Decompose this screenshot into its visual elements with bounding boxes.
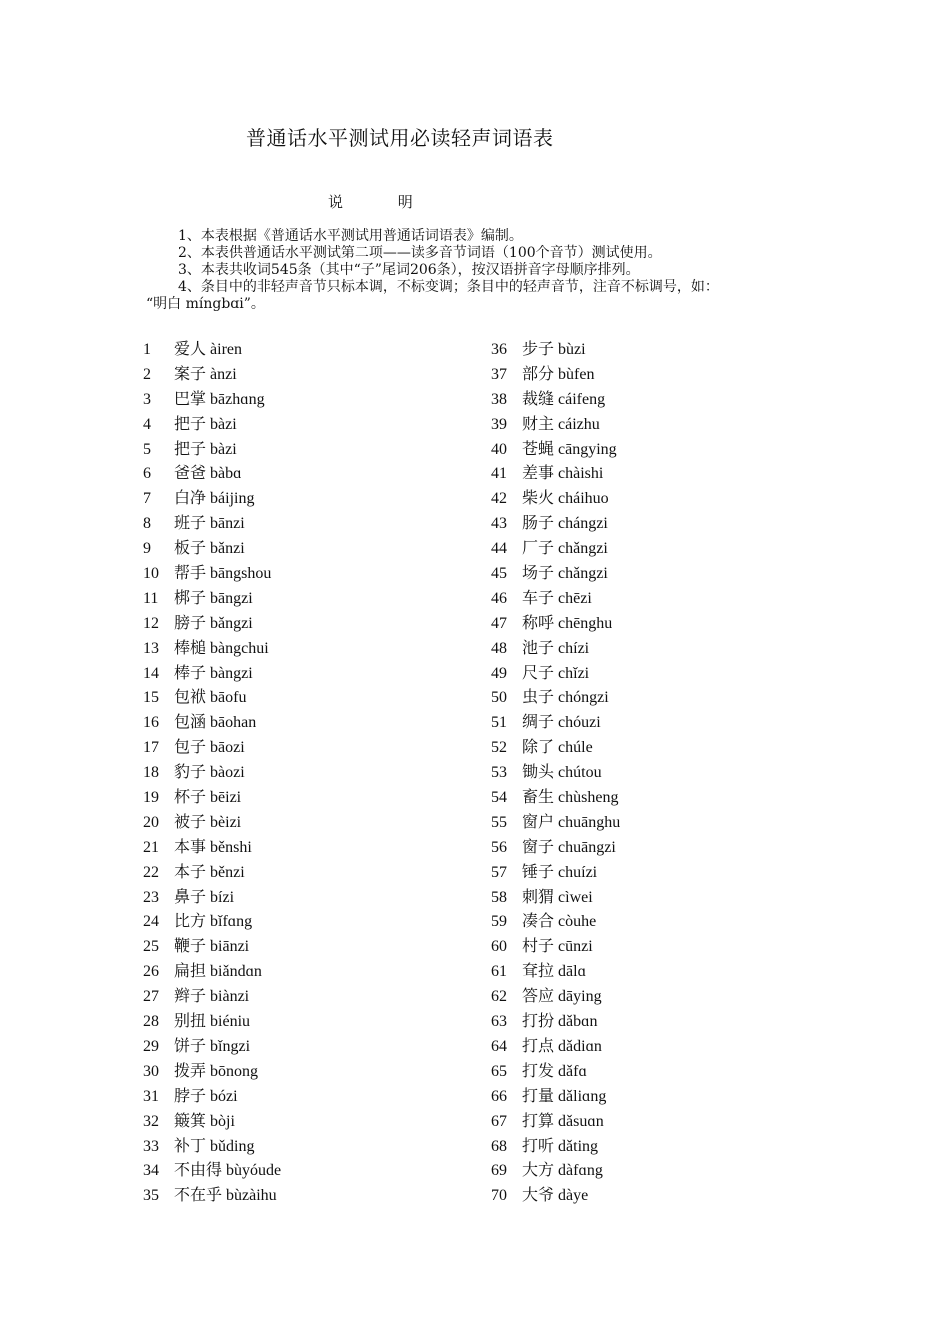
entry-pinyin: bāozi xyxy=(210,739,245,757)
entry-pinyin: chēzi xyxy=(558,589,592,607)
entry-number: 48 xyxy=(491,639,507,657)
entry-pinyin: báijing xyxy=(210,490,255,508)
entry-pinyin: cáizhu xyxy=(558,415,600,433)
entry-number: 70 xyxy=(491,1187,507,1205)
entry-word: 大爷 xyxy=(522,1187,555,1205)
list-item xyxy=(143,637,473,662)
entry-pinyin: dāying xyxy=(558,988,602,1006)
list-item xyxy=(491,512,821,537)
list-item xyxy=(491,711,821,736)
entry-word: 包袱 xyxy=(174,689,207,707)
list-item xyxy=(491,985,821,1010)
entry-word: 爱人 xyxy=(174,341,207,358)
entry-number: 32 xyxy=(143,1112,159,1130)
entry-pinyin: dàye xyxy=(558,1187,589,1205)
entry-list-left xyxy=(143,338,473,1209)
entry-number: 19 xyxy=(143,789,159,807)
entry-word: 扁担 xyxy=(174,963,207,981)
entry-number: 31 xyxy=(143,1087,159,1105)
list-item xyxy=(143,786,473,811)
entry-number: 66 xyxy=(491,1087,507,1105)
entry-pinyin: běnzi xyxy=(210,863,245,881)
entry-word: 补丁 xyxy=(174,1137,207,1155)
entry-pinyin: chízi xyxy=(558,639,590,657)
list-item xyxy=(491,662,821,687)
entry-pinyin: biǎndɑn xyxy=(210,963,262,981)
list-item xyxy=(143,736,473,761)
entry-word: 大方 xyxy=(522,1162,555,1180)
entry-number: 54 xyxy=(491,789,507,807)
entry-word: 绸子 xyxy=(522,714,555,732)
list-item xyxy=(143,562,473,587)
entry-word: 鞭子 xyxy=(174,938,207,956)
list-item xyxy=(491,861,821,886)
list-item xyxy=(143,363,473,388)
list-item xyxy=(143,886,473,911)
entry-number: 26 xyxy=(143,963,159,981)
entry-number: 17 xyxy=(143,739,159,757)
entry-number: 5 xyxy=(143,440,151,458)
entry-number: 21 xyxy=(143,838,159,856)
entry-pinyin: chǐzi xyxy=(558,664,590,682)
entry-pinyin: bǎnzi xyxy=(210,540,245,558)
entry-number: 9 xyxy=(143,540,151,558)
entry-word: 耷拉 xyxy=(522,963,555,981)
section-heading: 说 明 xyxy=(328,193,413,211)
entry-pinyin: bēizi xyxy=(210,789,242,807)
entry-word: 打扮 xyxy=(522,1013,555,1031)
list-item xyxy=(143,836,473,861)
note-continuation: “明白 míngbɑi”。 xyxy=(146,296,265,312)
entry-word: 簸箕 xyxy=(174,1112,207,1130)
entry-number: 3 xyxy=(143,390,151,408)
entry-pinyin: cìwei xyxy=(558,888,593,906)
list-item xyxy=(491,736,821,761)
list-item xyxy=(143,512,473,537)
entry-word: 差事 xyxy=(522,465,555,483)
entry-number: 30 xyxy=(143,1062,159,1080)
entry-number: 63 xyxy=(491,1013,507,1031)
entry-number: 22 xyxy=(143,863,159,881)
entry-pinyin: bàngchui xyxy=(210,639,269,657)
entry-word: 辫子 xyxy=(174,988,207,1006)
list-item xyxy=(143,462,473,487)
list-item xyxy=(143,1184,473,1209)
entry-number: 65 xyxy=(491,1062,507,1080)
list-item xyxy=(143,1085,473,1110)
list-item xyxy=(143,587,473,612)
list-item xyxy=(491,487,821,512)
entry-pinyin: bāngzi xyxy=(210,589,253,607)
entry-word: 本事 xyxy=(174,838,207,856)
entry-word: 别扭 xyxy=(174,1013,207,1031)
entry-number: 7 xyxy=(143,490,151,508)
entry-number: 68 xyxy=(491,1137,507,1155)
entry-word: 村子 xyxy=(522,938,555,956)
entry-word: 棒槌 xyxy=(174,639,207,657)
list-item xyxy=(143,861,473,886)
note-line: 2、本表供普通话水平测试第二项——读多音节词语（100个音节）测试使用。 xyxy=(178,245,662,261)
entry-pinyin: cāngying xyxy=(558,440,617,458)
entry-pinyin: chàishi xyxy=(558,465,604,483)
entry-pinyin: àiren xyxy=(210,341,242,358)
entry-number: 11 xyxy=(143,589,159,607)
entry-word: 杯子 xyxy=(174,789,207,807)
list-item xyxy=(491,438,821,463)
entry-pinyin: cūnzi xyxy=(558,938,593,956)
list-item xyxy=(143,612,473,637)
entry-number: 28 xyxy=(143,1013,159,1031)
list-item xyxy=(143,761,473,786)
list-item xyxy=(143,1010,473,1035)
list-item xyxy=(143,1035,473,1060)
list-item xyxy=(143,910,473,935)
entry-number: 38 xyxy=(491,390,507,408)
list-item xyxy=(491,761,821,786)
entry-word: 棒子 xyxy=(174,664,207,682)
entry-word: 把子 xyxy=(174,415,207,433)
entry-number: 8 xyxy=(143,515,151,533)
entry-word: 称呼 xyxy=(522,614,555,632)
entry-pinyin: chēnghu xyxy=(558,614,613,632)
entry-word: 畜生 xyxy=(522,789,555,807)
entry-number: 25 xyxy=(143,938,159,956)
entry-pinyin: bāofu xyxy=(210,689,247,707)
entry-number: 13 xyxy=(143,639,159,657)
list-item xyxy=(491,1135,821,1160)
entry-pinyin: cáifeng xyxy=(558,390,606,408)
entry-pinyin: bàozi xyxy=(210,764,245,782)
entry-word: 班子 xyxy=(174,515,207,533)
entry-number: 49 xyxy=(491,664,507,682)
entry-word: 比方 xyxy=(174,913,207,931)
list-item xyxy=(491,786,821,811)
note-line: 1、本表根据《普通话水平测试用普通话词语表》编制。 xyxy=(178,228,523,244)
entry-pinyin: dǎdiɑn xyxy=(558,1037,602,1055)
entry-pinyin: chángzi xyxy=(558,515,608,533)
entry-word: 打点 xyxy=(522,1037,555,1055)
entry-number: 24 xyxy=(143,913,159,931)
list-item xyxy=(143,1135,473,1160)
list-item xyxy=(491,1184,821,1209)
list-item xyxy=(491,462,821,487)
entry-word: 窗户 xyxy=(522,813,555,831)
list-item xyxy=(491,960,821,985)
entry-word: 车子 xyxy=(522,589,555,607)
entry-pinyin: bàzi xyxy=(210,415,237,433)
entry-word: 虫子 xyxy=(522,689,555,707)
note-line: 4、条目中的非轻声音节只标本调，不标变调；条目中的轻声音节，注音不标调号，如： xyxy=(178,279,719,295)
entry-pinyin: bózi xyxy=(210,1087,238,1105)
entry-number: 53 xyxy=(491,764,507,782)
entry-list-right xyxy=(491,338,821,1209)
entry-number: 67 xyxy=(491,1112,507,1130)
entry-word: 部分 xyxy=(522,365,555,383)
entry-number: 35 xyxy=(143,1187,159,1205)
entry-word: 打量 xyxy=(522,1087,555,1105)
list-item xyxy=(491,1060,821,1085)
list-item xyxy=(491,612,821,637)
entry-number: 20 xyxy=(143,813,159,831)
list-item xyxy=(491,886,821,911)
entry-number: 45 xyxy=(491,565,507,583)
entry-number: 16 xyxy=(143,714,159,732)
entry-pinyin: chǎngzi xyxy=(558,565,608,583)
entry-word: 答应 xyxy=(522,988,555,1006)
entry-pinyin: bùyóude xyxy=(226,1162,282,1180)
entry-word: 包涵 xyxy=(174,714,207,732)
entry-pinyin: chuānghu xyxy=(558,813,621,831)
entry-pinyin: dǎbɑn xyxy=(558,1013,598,1031)
entry-pinyin: chóuzi xyxy=(558,714,601,732)
entry-word: 爸爸 xyxy=(174,465,207,483)
entry-number: 55 xyxy=(491,813,507,831)
entry-number: 27 xyxy=(143,988,159,1006)
entry-number: 33 xyxy=(143,1137,159,1155)
entry-number: 61 xyxy=(491,963,507,981)
entry-number: 37 xyxy=(491,365,507,383)
entry-pinyin: bāngshou xyxy=(210,565,272,583)
list-item xyxy=(143,662,473,687)
entry-pinyin: bàngzi xyxy=(210,664,253,682)
list-item xyxy=(143,811,473,836)
entry-word: 本子 xyxy=(174,863,207,881)
list-item xyxy=(491,637,821,662)
entry-word: 柴火 xyxy=(522,490,555,508)
list-item xyxy=(491,1159,821,1184)
entry-word: 板子 xyxy=(174,540,207,558)
entry-word: 锄头 xyxy=(522,764,555,782)
entry-pinyin: biānzi xyxy=(210,938,250,956)
entry-number: 52 xyxy=(491,739,507,757)
list-item xyxy=(143,686,473,711)
list-item xyxy=(491,836,821,861)
entry-pinyin: ànzi xyxy=(210,365,237,383)
entry-number: 36 xyxy=(491,341,507,358)
entry-pinyin: chútou xyxy=(558,764,602,782)
entry-pinyin: bǎngzi xyxy=(210,614,253,632)
entry-word: 凑合 xyxy=(522,913,555,931)
entry-word: 把子 xyxy=(174,440,207,458)
list-item xyxy=(143,487,473,512)
entry-word: 饼子 xyxy=(174,1037,207,1055)
entry-pinyin: bǔding xyxy=(210,1137,255,1155)
entry-number: 34 xyxy=(143,1162,159,1180)
list-item xyxy=(143,1060,473,1085)
list-item xyxy=(143,985,473,1010)
entry-number: 18 xyxy=(143,764,159,782)
entry-pinyin: bāohan xyxy=(210,714,257,732)
entry-pinyin: bàzi xyxy=(210,440,237,458)
entry-pinyin: bèizi xyxy=(210,813,242,831)
entry-number: 56 xyxy=(491,838,507,856)
entry-word: 梆子 xyxy=(174,589,207,607)
entry-number: 42 xyxy=(491,490,507,508)
list-item xyxy=(491,1110,821,1135)
entry-number: 46 xyxy=(491,589,507,607)
list-item xyxy=(491,363,821,388)
entry-pinyin: bǐfɑng xyxy=(210,913,253,931)
entry-pinyin: bānzi xyxy=(210,515,245,533)
entry-word: 帮手 xyxy=(174,565,207,583)
list-item xyxy=(491,587,821,612)
entry-pinyin: dǎsuɑn xyxy=(558,1112,604,1130)
list-item xyxy=(491,686,821,711)
entry-pinyin: běnshi xyxy=(210,838,252,856)
list-item xyxy=(143,935,473,960)
entry-number: 2 xyxy=(143,365,151,383)
entry-number: 29 xyxy=(143,1037,159,1055)
entry-word: 步子 xyxy=(522,341,555,358)
list-item xyxy=(143,1110,473,1135)
list-item xyxy=(491,811,821,836)
entry-pinyin: bùfen xyxy=(558,365,595,383)
entry-word: 裁缝 xyxy=(522,390,555,408)
entry-pinyin: dǎting xyxy=(558,1137,599,1155)
list-item xyxy=(143,338,473,363)
entry-word: 锤子 xyxy=(522,863,555,881)
entry-pinyin: dǎliɑng xyxy=(558,1087,607,1105)
entry-number: 64 xyxy=(491,1037,507,1055)
entry-pinyin: bùzàihu xyxy=(226,1187,277,1205)
entry-word: 刺猬 xyxy=(522,888,555,906)
entry-pinyin: bōnong xyxy=(210,1062,259,1080)
entry-word: 不在乎 xyxy=(174,1187,223,1205)
entry-word: 膀子 xyxy=(174,614,207,632)
entry-pinyin: chùsheng xyxy=(558,789,619,807)
entry-pinyin: chóngzi xyxy=(558,689,609,707)
list-item xyxy=(491,910,821,935)
list-item xyxy=(143,1159,473,1184)
entry-number: 23 xyxy=(143,888,159,906)
entry-pinyin: chúle xyxy=(558,739,593,757)
page-title: 普通话水平测试用必读轻声词语表 xyxy=(246,126,554,150)
entry-word: 除了 xyxy=(522,739,555,757)
list-item xyxy=(491,388,821,413)
entry-word: 案子 xyxy=(174,365,207,383)
entry-word: 白净 xyxy=(174,490,207,508)
entry-pinyin: chuízi xyxy=(558,863,598,881)
entry-pinyin: bòji xyxy=(210,1112,235,1130)
entry-word: 包子 xyxy=(174,739,207,757)
entry-number: 60 xyxy=(491,938,507,956)
entry-number: 10 xyxy=(143,565,159,583)
entry-word: 肠子 xyxy=(522,515,555,533)
entry-number: 44 xyxy=(491,540,507,558)
entry-number: 51 xyxy=(491,714,507,732)
entry-pinyin: biéniu xyxy=(210,1013,251,1031)
list-item xyxy=(143,438,473,463)
entry-number: 4 xyxy=(143,415,151,433)
entry-word: 被子 xyxy=(174,813,207,831)
entry-word: 财主 xyxy=(522,415,555,433)
list-item xyxy=(491,1010,821,1035)
entry-number: 1 xyxy=(143,341,151,358)
entry-number: 41 xyxy=(491,465,507,483)
entry-number: 57 xyxy=(491,863,507,881)
entry-word: 巴掌 xyxy=(174,390,207,408)
entry-word: 打发 xyxy=(522,1062,555,1080)
list-item xyxy=(143,537,473,562)
notes-block xyxy=(146,228,816,313)
entry-word: 鼻子 xyxy=(174,888,207,906)
entry-number: 15 xyxy=(143,689,159,707)
entry-word: 厂子 xyxy=(522,540,555,558)
list-item xyxy=(143,960,473,985)
entry-word: 尺子 xyxy=(522,664,555,682)
entry-pinyin: chǎngzi xyxy=(558,540,608,558)
list-item xyxy=(491,562,821,587)
entry-pinyin: cháihuo xyxy=(558,490,609,508)
note-line: 3、本表共收词545条（其中“子”尾词206条），按汉语拼音字母顺序排列。 xyxy=(178,262,640,278)
entry-pinyin: còuhe xyxy=(558,913,597,931)
list-item xyxy=(491,935,821,960)
entry-number: 69 xyxy=(491,1162,507,1180)
entry-number: 12 xyxy=(143,614,159,632)
entry-word: 池子 xyxy=(522,639,555,657)
entry-pinyin: bízi xyxy=(210,888,235,906)
entry-number: 43 xyxy=(491,515,507,533)
entry-number: 6 xyxy=(143,465,151,483)
entry-number: 62 xyxy=(491,988,507,1006)
entry-pinyin: dàfɑng xyxy=(558,1162,603,1180)
entry-word: 场子 xyxy=(522,565,555,583)
list-item xyxy=(491,338,821,363)
list-item xyxy=(491,413,821,438)
list-item xyxy=(491,1035,821,1060)
entry-number: 14 xyxy=(143,664,159,682)
entry-word: 不由得 xyxy=(174,1162,223,1180)
entry-pinyin: biànzi xyxy=(210,988,250,1006)
list-item xyxy=(491,537,821,562)
entry-pinyin: bàbɑ xyxy=(210,465,242,483)
list-item xyxy=(491,1085,821,1110)
entry-pinyin: chuāngzi xyxy=(558,838,616,856)
list-item xyxy=(143,413,473,438)
entry-pinyin: bǐngzi xyxy=(210,1037,251,1055)
entry-word: 打算 xyxy=(522,1112,555,1130)
entry-number: 50 xyxy=(491,689,507,707)
entry-number: 39 xyxy=(491,415,507,433)
entry-word: 豹子 xyxy=(174,764,207,782)
entry-word: 苍蝇 xyxy=(522,440,555,458)
entry-word: 窗子 xyxy=(522,838,555,856)
list-item xyxy=(143,388,473,413)
entry-word: 打听 xyxy=(522,1137,555,1155)
entry-word: 脖子 xyxy=(174,1087,207,1105)
entry-number: 40 xyxy=(491,440,507,458)
entry-pinyin: bāzhɑng xyxy=(210,390,265,408)
entry-pinyin: dǎfɑ xyxy=(558,1062,587,1080)
entry-pinyin: dālɑ xyxy=(558,963,586,981)
entry-number: 58 xyxy=(491,888,507,906)
entry-number: 59 xyxy=(491,913,507,931)
entry-word: 拨弄 xyxy=(174,1062,207,1080)
list-item xyxy=(143,711,473,736)
entry-number: 47 xyxy=(491,614,507,632)
entry-pinyin: bùzi xyxy=(558,341,586,358)
